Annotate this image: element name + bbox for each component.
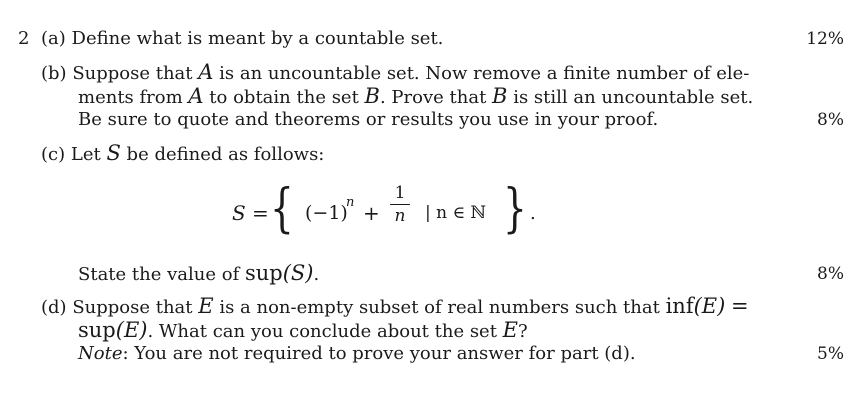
part-c-text: State the value of — [78, 264, 245, 285]
formula-period: . — [530, 203, 536, 224]
part-d-text: ? — [518, 321, 528, 342]
part-c-text: be defined as follows: — [120, 144, 325, 165]
part-c-text: Let — [70, 144, 107, 165]
part-b-text: to obtain the set — [203, 87, 365, 108]
var-s: S — [106, 141, 121, 165]
var-e: E — [198, 294, 214, 318]
left-brace: { — [270, 179, 294, 239]
part-d-text: . What can you conclude about the set — [147, 321, 503, 342]
formula-lhs: S — [232, 201, 246, 225]
part-b-text: Suppose that — [72, 63, 199, 84]
var-a: A — [188, 84, 204, 108]
part-d-line1 — [41, 296, 749, 318]
note-text: : You are not required to prove your answer for part (d). — [122, 343, 636, 364]
formula-plus: + — [363, 201, 380, 225]
formula-condition: | n ∈ ℕ — [425, 203, 487, 223]
var-b: B — [364, 84, 380, 108]
note-label: Note — [78, 343, 123, 364]
fraction-denominator: n — [394, 206, 406, 226]
part-c-text: . — [313, 264, 320, 285]
part-a-label: (a) — [41, 28, 66, 49]
inf-operator: inf — [665, 294, 694, 318]
part-d-text: is a non-empty subset of real numbers such that — [213, 297, 666, 318]
part-c-label: (c) — [41, 144, 66, 165]
equals-sign: = — [731, 294, 749, 318]
sup-argument: (S) — [282, 261, 314, 285]
part-b-text: . Prove that — [379, 87, 493, 108]
part-b-text: ments from — [78, 87, 189, 108]
part-c-question — [78, 263, 319, 285]
mark-d: 5% — [817, 344, 844, 364]
part-b-line3: Be sure to quote and theorems or results you use in your proof. — [78, 109, 659, 130]
right-brace: } — [503, 179, 527, 239]
formula-term: (−1) — [305, 202, 348, 224]
mark-b: 8% — [817, 110, 844, 130]
sup-argument: (E) — [115, 318, 148, 342]
sup-operator: sup — [244, 261, 283, 285]
part-c-intro — [41, 143, 324, 165]
fraction-bar — [390, 204, 410, 205]
part-b-line1 — [41, 62, 749, 84]
question-number: 2 — [18, 28, 30, 49]
part-d-line2 — [78, 320, 528, 342]
formula-eq: = — [252, 201, 269, 225]
var-b: B — [492, 84, 508, 108]
part-b-line2 — [78, 86, 753, 108]
var-e: E — [502, 318, 519, 342]
part-b-label: (b) — [41, 63, 67, 84]
fraction — [389, 184, 411, 225]
part-d-label: (d) — [41, 297, 67, 318]
var-a: A — [198, 60, 214, 84]
part-a-text: Define what is meant by a countable set. — [71, 28, 444, 49]
part-a — [41, 29, 443, 49]
part-b-text: is still an uncountable set. — [507, 87, 754, 108]
part-d-note — [78, 344, 636, 364]
fraction-numerator: 1 — [394, 183, 406, 203]
mark-a: 12% — [806, 29, 844, 49]
inf-argument: (E) — [693, 294, 726, 318]
part-b-text: is an uncountable set. Now remove a finite number of ele- — [213, 63, 750, 84]
sup-operator: sup — [78, 318, 116, 342]
part-d-text: Suppose that — [72, 297, 199, 318]
mark-c: 8% — [817, 264, 844, 284]
formula-exponent: n — [346, 195, 355, 210]
